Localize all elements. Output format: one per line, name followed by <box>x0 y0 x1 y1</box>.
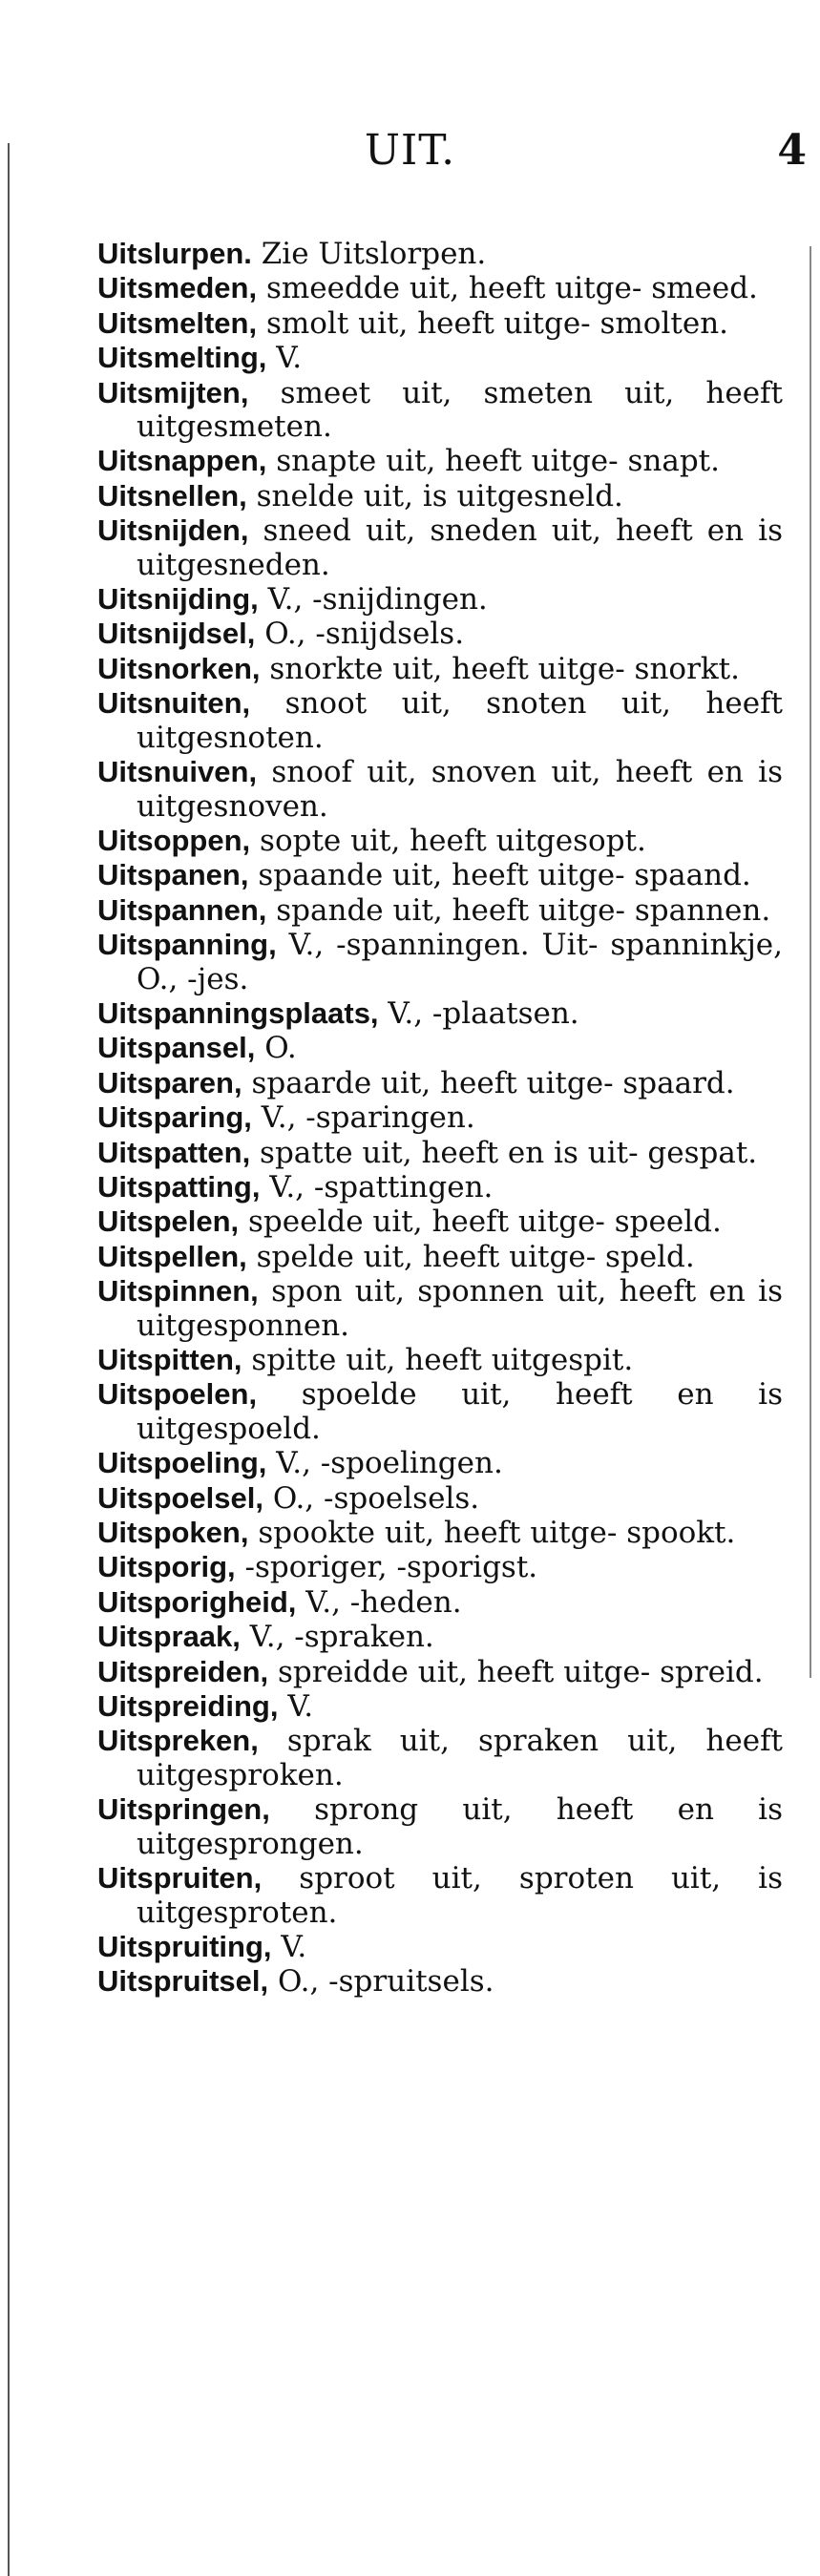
dictionary-entry <box>97 1585 783 1620</box>
entry-definition: spitte uit, heeft uitgespit. <box>251 1343 634 1377</box>
entry-definition: V., -plaatsen. <box>388 995 579 1031</box>
entry-definition: sprak uit, spraken uit, heeft uitgesproken. <box>137 1724 784 1792</box>
entry-headword: Uitsnorken, <box>97 651 261 685</box>
entry-definition: V. <box>287 1689 314 1725</box>
dictionary-column <box>97 237 783 2000</box>
dictionary-entry <box>97 444 783 478</box>
entry-definition: spelde uit, heeft uitge- speld. <box>256 1239 695 1274</box>
entry-headword: Uitsmeden, <box>97 271 258 305</box>
page-header <box>0 126 820 183</box>
dictionary-entry <box>97 1481 783 1516</box>
dictionary-entry <box>97 1861 783 1930</box>
entry-definition: Zie Uitslorpen. <box>261 237 487 271</box>
entry-headword: Uitspoken, <box>97 1516 249 1550</box>
entry-definition: spreidde uit, heeft uitge- spreid. <box>278 1654 764 1689</box>
dictionary-entry <box>97 1550 783 1584</box>
entry-headword: Uitspinnen, <box>97 1274 259 1309</box>
entry-headword: Uitspraak, <box>97 1620 241 1654</box>
entry-definition: V., -spattingen. <box>269 1169 494 1204</box>
dictionary-entry <box>97 1620 783 1654</box>
dictionary-entry <box>97 858 783 892</box>
entry-headword: Uitsporigheid, <box>97 1584 297 1619</box>
entry-headword: Uitspoelsel, <box>97 1480 263 1515</box>
entry-headword: Uitslurpen. <box>97 237 252 270</box>
column-rule <box>809 246 811 1678</box>
entry-headword: Uitsnellen, <box>97 478 247 513</box>
entry-definition: V., -spoelingen. <box>276 1446 503 1481</box>
dictionary-entry <box>97 1689 783 1724</box>
dictionary-entry <box>97 1655 783 1689</box>
entry-headword: Uitsnijding, <box>97 582 259 617</box>
dictionary-entry <box>97 1792 783 1861</box>
dictionary-entry <box>97 1170 783 1204</box>
entry-definition: O., -snijdsels. <box>264 617 465 652</box>
dictionary-entry <box>97 1204 783 1239</box>
entry-definition: smolt uit, heeft uitge- smolten. <box>265 305 729 341</box>
dictionary-entry <box>97 376 783 445</box>
entry-definition: snelde uit, is uitgesneld. <box>256 478 623 513</box>
entry-definition: V., -spanningen. Uit- spanninkje, O., -jes. <box>137 928 783 996</box>
entry-definition: smeedde uit, heeft uitge- smeed. <box>265 271 758 306</box>
entry-headword: Uitsporig, <box>97 1550 236 1584</box>
entry-definition: snorkte uit, heeft uitge- snorkt. <box>269 651 740 686</box>
entry-headword: Uitspreiding, <box>97 1689 279 1724</box>
dictionary-entry <box>97 1446 783 1480</box>
dictionary-entry <box>97 617 783 651</box>
entry-headword: Uitsmelten, <box>97 305 258 340</box>
entry-headword: Uitsnuiten, <box>97 686 251 721</box>
dictionary-entry <box>97 1274 783 1343</box>
entry-definition: sopte uit, heeft uitgesopt. <box>260 823 646 858</box>
entry-headword: Uitsmelting, <box>97 341 267 375</box>
dictionary-entry <box>97 271 783 305</box>
entry-definition: spon uit, sponnen uit, heeft en is uitgesponnen. <box>137 1274 783 1343</box>
dictionary-entry <box>97 755 783 824</box>
entry-definition: sproot uit, sproten uit, is uitgesproten. <box>137 1861 784 1930</box>
entry-definition: sprong uit, heeft en is uitgesprongen. <box>137 1792 784 1861</box>
entry-headword: Uitspoeling, <box>97 1446 267 1480</box>
dictionary-entry <box>97 928 783 996</box>
entry-headword: Uitsnuiven, <box>97 755 258 789</box>
entry-definition: V., -snijdingen. <box>267 582 488 618</box>
dictionary-entry <box>97 893 783 928</box>
entry-headword: Uitspanen, <box>97 858 249 892</box>
entry-headword: Uitsoppen, <box>97 823 251 857</box>
entry-headword: Uitspreken, <box>97 1724 259 1758</box>
dictionary-entry <box>97 652 783 686</box>
dictionary-entry <box>97 1343 783 1377</box>
entry-headword: Uitspelen, <box>97 1204 240 1239</box>
dictionary-entry <box>97 996 783 1031</box>
dictionary-entry <box>97 1516 783 1550</box>
entry-headword: Uitspanningsplaats, <box>97 995 379 1030</box>
entry-definition: V. <box>276 341 303 376</box>
entry-definition: sneed uit, sneden uit, heeft en is uitgesneden. <box>137 513 783 582</box>
entry-headword: Uitspruiten, <box>97 1861 263 1895</box>
dictionary-entry <box>97 824 783 858</box>
dictionary-entry <box>97 237 783 271</box>
dictionary-entry <box>97 341 783 375</box>
entry-headword: Uitspatting, <box>97 1169 261 1204</box>
entry-definition: V., -heden. <box>305 1584 462 1620</box>
dictionary-entry <box>97 1136 783 1170</box>
entry-definition: spande uit, heeft uitge- spannen. <box>276 892 771 928</box>
entry-definition: spatte uit, heeft en is uit- gespat. <box>260 1135 758 1170</box>
entry-definition: O., -spruitsels. <box>278 1964 494 2000</box>
dictionary-entry <box>97 513 783 582</box>
dictionary-entry <box>97 1377 783 1446</box>
entry-definition: snoof uit, snoven uit, heeft en is uitgesnoven. <box>137 755 784 824</box>
dictionary-entry <box>97 1100 783 1135</box>
dictionary-entry <box>97 1031 783 1065</box>
dictionary-entry <box>97 582 783 617</box>
entry-headword: Uitspoelen, <box>97 1377 258 1412</box>
dictionary-entry <box>97 1964 783 1999</box>
entry-headword: Uitspitten, <box>97 1343 242 1376</box>
left-page-edge <box>8 143 10 2576</box>
entry-headword: Uitsparing, <box>97 1100 252 1135</box>
entry-definition: smeet uit, smeten uit, heeft uitgesmeten. <box>137 375 783 445</box>
dictionary-entry <box>97 686 783 755</box>
entry-definition: spookte uit, heeft uitge- spookt. <box>258 1516 736 1551</box>
entry-headword: Uitspruitsel, <box>97 1964 269 1999</box>
dictionary-entry <box>97 1930 783 1964</box>
entry-headword: Uitspringen, <box>97 1792 270 1827</box>
entry-definition: snoot uit, snoten uit, heeft uitgesnoten. <box>137 686 784 755</box>
dictionary-entry <box>97 479 783 513</box>
entry-headword: Uitspatten, <box>97 1135 251 1169</box>
entry-definition: spaarde uit, heeft uitge- spaard. <box>251 1065 735 1100</box>
entry-definition: -sporiger, -sporigst. <box>244 1550 538 1585</box>
entry-headword: Uitspanning, <box>97 928 277 962</box>
entry-headword: Uitsnappen, <box>97 444 267 478</box>
dictionary-entry <box>97 1066 783 1100</box>
entry-definition: V. <box>281 1929 307 1964</box>
entry-definition: spaande uit, heeft uitge- spaand. <box>258 858 751 893</box>
entry-definition: speelde uit, heeft uitge- speeld. <box>248 1204 722 1240</box>
entry-definition: V., -spraken. <box>249 1620 434 1655</box>
entry-definition: snapte uit, heeft uitge- snapt. <box>276 444 720 479</box>
entry-definition: spoelde uit, heeft en is uitgespoeld. <box>137 1377 783 1446</box>
entry-headword: Uitsnijdsel, <box>97 617 256 651</box>
dictionary-entry <box>97 1724 783 1792</box>
entry-definition: V., -sparingen. <box>261 1100 475 1136</box>
running-head: UIT. <box>364 126 456 175</box>
entry-headword: Uitspansel, <box>97 1031 256 1065</box>
entry-headword: Uitspruiting, <box>97 1929 272 1963</box>
entry-headword: Uitspellen, <box>97 1239 247 1273</box>
entry-headword: Uitsnijden, <box>97 513 249 548</box>
entry-definition: O., -spoelsels. <box>272 1480 480 1516</box>
page-number: 4 <box>777 126 807 175</box>
entry-headword: Uitsparen, <box>97 1065 242 1100</box>
entry-headword: Uitsmijten, <box>97 375 249 409</box>
entry-headword: Uitspreiden, <box>97 1654 269 1688</box>
entry-definition: O. <box>264 1031 297 1066</box>
dictionary-entry <box>97 1240 783 1274</box>
dictionary-entry <box>97 306 783 341</box>
entry-headword: Uitspannen, <box>97 892 267 927</box>
